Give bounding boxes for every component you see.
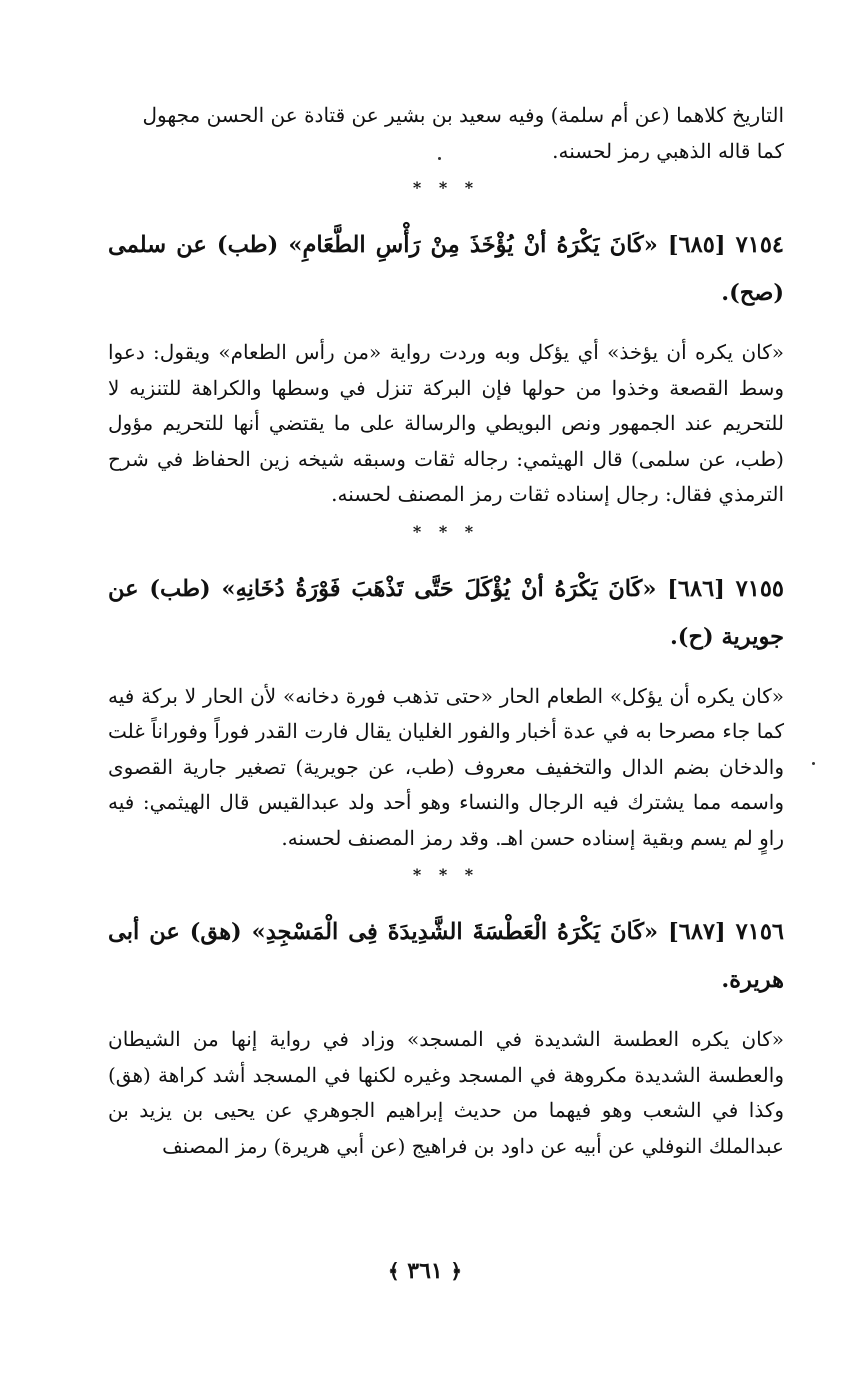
commentary-paragraph: «كان يكره أن يؤكل» الطعام الحار «حتى تذهب فورة دخانه» لأن الحار لا بركة فيه كما جاء مصرحا به في عدة أخبار والفور الغليان يقال فارت القدر فوراً وفوراناً غلت والدخان بضم الدال والتخفيف معروف (طب، عن جويرية) تصغير جارية القصوى واسمه مما يشترك فيه الرجال والنساء وهو أحد ولد عبدالقيس قال الهيثمي: فيه راوٍ لم يسم وبقية إسناده حسن اهـ. وقد رمز المصنف لحسنه. bbox=[108, 683, 784, 850]
hadith-heading: ٧١٥٥ [٦٨٦] «كَانَ يَكْرَهُ أنْ يُؤْكَلَ حَتَّى تَذْهَبَ فَوْرَةُ دُخَانِهِ» (طب) عن جويرية (ح). bbox=[108, 575, 785, 650]
ornament-bracket-icon: ﴿ bbox=[450, 1259, 463, 1283]
separator: * * * bbox=[412, 521, 480, 541]
ornament-bracket-icon: ﴾ bbox=[387, 1259, 400, 1283]
hadith-heading: ٧١٥٤ [٦٨٥] «كَانَ يَكْرَهُ أنْ يُؤْخَذَ مِنْ رَأْسِ الطَّعَامِ» (طب) عن سلمى (صح). bbox=[108, 232, 784, 306]
intro-line: كما قاله الذهبي رمز لحسنه. bbox=[552, 138, 784, 163]
speck-mark bbox=[438, 157, 441, 160]
separator: * * * bbox=[412, 178, 480, 197]
speck-mark bbox=[812, 762, 815, 765]
separator: * * * bbox=[412, 865, 480, 884]
commentary-paragraph: «كان يكره أن يؤخذ» أي يؤكل وبه وردت رواية «من رأس الطعام» ويقول: دعوا وسط القصعة وخذوا من حولها فإن البركة تنزل في وسطها والكراهة للتنزيه لا للتحريم عند الجمهور ونص البويطي والرسالة على ما يقتضي أنها للتحريم مؤول (طب، عن سلمى) قال الهيثمي: رجاله ثقات وسبقه شيخه زين الحفاظ في شرح الترمذي فقال: رجال إسناده ثقات رمز المصنف لحسنه. bbox=[108, 340, 784, 506]
commentary-paragraph: «كان يكره العطسة الشديدة في المسجد» وزاد في رواية إنها من الشيطان والعطسة الشديدة مكروهة في المسجد وغيره لكنها في المسجد أشد كراهة (هق) وكذا في الشعب وهو فيهما من حديث إبراهيم الجوهري عن يحيى بن يزيد بن عبدالملك النوفلي عن أبيه عن داود بن فراهيج (عن أبي هريرة) رمز المصنف bbox=[108, 1027, 784, 1158]
intro-line: التاريخ كلاهما (عن أم سلمة) وفيه سعيد بن بشير عن قتادة عن الحسن مجهول bbox=[142, 103, 784, 127]
hadith-heading: ٧١٥٦ [٦٨٧] «كَانَ يَكْرَهُ الْعَطْسَةَ الشَّدِيدَةَ فِى الْمَسْجِدِ» (هق) عن أبى هريرة. bbox=[108, 919, 784, 993]
page-number-footer bbox=[0, 1258, 850, 1284]
page-body bbox=[108, 98, 784, 1164]
page-number: ٣٦١ bbox=[407, 1258, 443, 1284]
